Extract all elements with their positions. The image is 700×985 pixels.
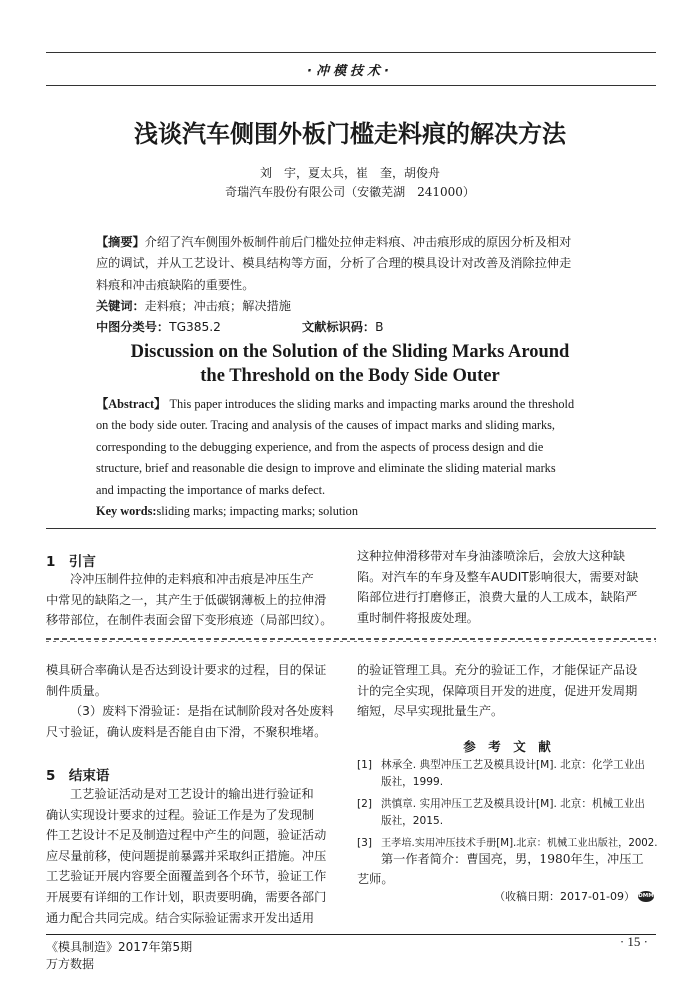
cont-right-line: 的验证管理工具。充分的验证工作，才能保证产品设 (357, 663, 638, 677)
article-authors: 刘 宇，夏太兵，崔 奎，胡俊舟 (259, 166, 440, 180)
abstract-cn-text: 介绍了汽车侧围外板制件前后门槛处拉伸走料痕、冲击痕形成的原因分析及相对 (144, 235, 572, 249)
abstract-en-text: This paper introduces the sliding marks and impacting marks around the threshold (169, 397, 575, 411)
conclusion-line: 开展要有详细的工作计划，职责要明确，需要各部门 (46, 889, 327, 904)
author-bio (357, 849, 657, 889)
abstract-cn (96, 232, 636, 338)
intro-left-column (46, 569, 346, 631)
reference-number: [2] (357, 798, 373, 810)
footer-rule (46, 934, 656, 935)
received-date: （收稿日期：2017-01-09） (494, 890, 635, 903)
article-affiliation: 奇瑞汽车股份有限公司（安徽芜湖 241000） (225, 185, 475, 199)
dmm-badge: DMM (638, 891, 654, 902)
cont-left-line: 模具研合率确认是否达到设计要求的过程，目的保证 (46, 663, 327, 677)
intro-heading: 1 引言 (46, 554, 96, 570)
reference-number: [3] (357, 837, 373, 849)
classification-row (96, 317, 636, 338)
abstract-cn-label: 【摘要】 (96, 235, 145, 249)
cont-left-line: （3）废料下滑验证：是指在试制阶段对各处废料 (70, 704, 334, 719)
database-source: 万方数据 (46, 957, 95, 971)
title-en-line: the Threshold on the Body Side Outer (200, 366, 500, 386)
header-rule-top (46, 52, 656, 53)
intro-right-column (357, 546, 657, 628)
conclusion-line: 工艺验证开展内容要全面覆盖到各个环节，验证工作 (46, 869, 327, 884)
keywords-en-text: sliding marks; impacting marks; solution (156, 504, 358, 519)
reference-text: 林承全. 典型冲压工艺及模具设计[M]. 北京：化学工业出 (381, 759, 645, 771)
intro-left-line: 冷冲压制件拉伸的走料痕和冲击痕是冲压生产 (70, 572, 314, 586)
abstract-cn-line: 料痕和冲击痕缺陷的重要性。 (96, 277, 255, 292)
section-break-rule (46, 636, 656, 642)
abstract-en-line (96, 394, 642, 415)
doc-code-group (302, 317, 384, 338)
intro-right-line: 重时制件将报废处理。 (357, 610, 479, 625)
continuation-left-column (46, 660, 346, 742)
references-heading: 参 考 文 献 (463, 739, 551, 754)
doc-code: B (375, 320, 384, 335)
reference-text-cont: 版社，1999. (381, 776, 444, 788)
conclusion-line: 确认实现设计要求的过程。验证工作是为了发现制 (46, 807, 315, 822)
title-en-line: Discussion on the Solution of the Sliding Marks Around (130, 342, 570, 362)
keywords-cn-label: 关键词： (96, 298, 145, 313)
abstract-en-line: structure, brief and reasonable die design to improve and eliminate the sliding material marks (96, 461, 556, 476)
conclusion-body (46, 784, 346, 928)
references-list (357, 757, 657, 852)
conclusion-line: 应尽量前移，使问题提前暴露并采取纠正措施。冲压 (46, 848, 327, 863)
intro-right-line: 陷部位进行打磨修正，浪费大量的人工成本，缺陷严 (357, 590, 638, 605)
abstract-en-line: on the body side outer. Tracing and analysis of the causes of impact marks and sliding marks, (96, 418, 556, 433)
reference-number: [1] (357, 759, 373, 771)
conclusion-line: 工艺验证活动是对工艺设计的输出进行验证和 (70, 787, 314, 801)
author-bio-line: 第一作者简介：曹国亮，男，1980年生，冲压工 (381, 852, 644, 866)
cont-right-line: 缩短，尽早实现批量生产。 (357, 704, 504, 719)
intro-left-line: 中常见的缺陷之一，其产生于低碳钢薄板上的拉伸滑 (46, 592, 327, 607)
cont-right-line: 计的完全实现，保障项目开发的进度，促进开发周期 (357, 683, 638, 698)
reference-text: 王孝培.实用冲压技术手册[M].北京：机械工业出版社，2002. (381, 838, 658, 849)
continuation-right-column (357, 660, 657, 722)
received-date-row (494, 888, 654, 904)
reference-item (357, 757, 657, 791)
conclusion-line: 件工艺设计不足及制造过程中产生的问题，验证活动 (46, 828, 327, 843)
clc-code: TG385.2 (169, 320, 221, 335)
abstract-divider (46, 528, 656, 529)
doc-code-label: 文献标识码： (302, 320, 376, 335)
column-name: ·冲模技术· (307, 64, 393, 79)
author-bio-line: 艺师。 (357, 872, 394, 886)
page-number: · 15 · (619, 934, 648, 949)
keywords-cn (96, 296, 636, 317)
reference-text: 洪慎章. 实用冲压工艺及模具设计[M]. 北京：机械工业出 (381, 798, 645, 810)
article-title-en (0, 340, 700, 388)
abstract-en-line: and impacting the importance of marks defect. (96, 482, 326, 497)
intro-left-line: 移带部位，在制件表面会留下变形痕迹（局部凹纹）。 (46, 613, 333, 628)
cont-left-line: 尺寸验证，确认废料是否能自由下滑，不聚积堆堵。 (46, 724, 327, 739)
reference-text-cont: 版社，2015. (381, 815, 444, 827)
keywords-en (96, 501, 642, 522)
abstract-en-label: 【Abstract】 (96, 397, 167, 411)
article-title-cn: 浅谈汽车侧围外板门槛走料痕的解决方法 (134, 120, 566, 148)
conclusion-line: 通力配合共同完成。结合实际验证需求开发出适用 (46, 910, 315, 925)
keywords-cn-text: 走料痕；冲击痕；解决措施 (144, 298, 291, 313)
intro-right-line: 这种拉伸滑移带对车身油漆喷涂后，会放大这种缺 (357, 549, 626, 563)
intro-right-line: 陷。对汽车的车身及整车AUDIT影响很大，需要对缺 (357, 569, 639, 584)
abstract-cn-line: 应的调试，并从工艺设计、模具结构等方面，分析了合理的模具设计对改善及消除拉伸走 (96, 256, 572, 271)
clc-label: 中图分类号： (96, 320, 170, 335)
header-rule-bottom (46, 85, 656, 86)
abstract-en (96, 394, 642, 522)
abstract-en-line: corresponding to the debugging experience, and from the aspects of process design and die (96, 439, 544, 454)
reference-item (357, 796, 657, 830)
keywords-en-label: Key words: (96, 504, 157, 519)
abstract-cn-line (96, 232, 636, 253)
conclusion-heading: 5 结束语 (46, 768, 110, 784)
journal-issue: 《模具制造》2017年第5期 (46, 940, 193, 954)
cont-left-line: 制件质量。 (46, 683, 107, 698)
